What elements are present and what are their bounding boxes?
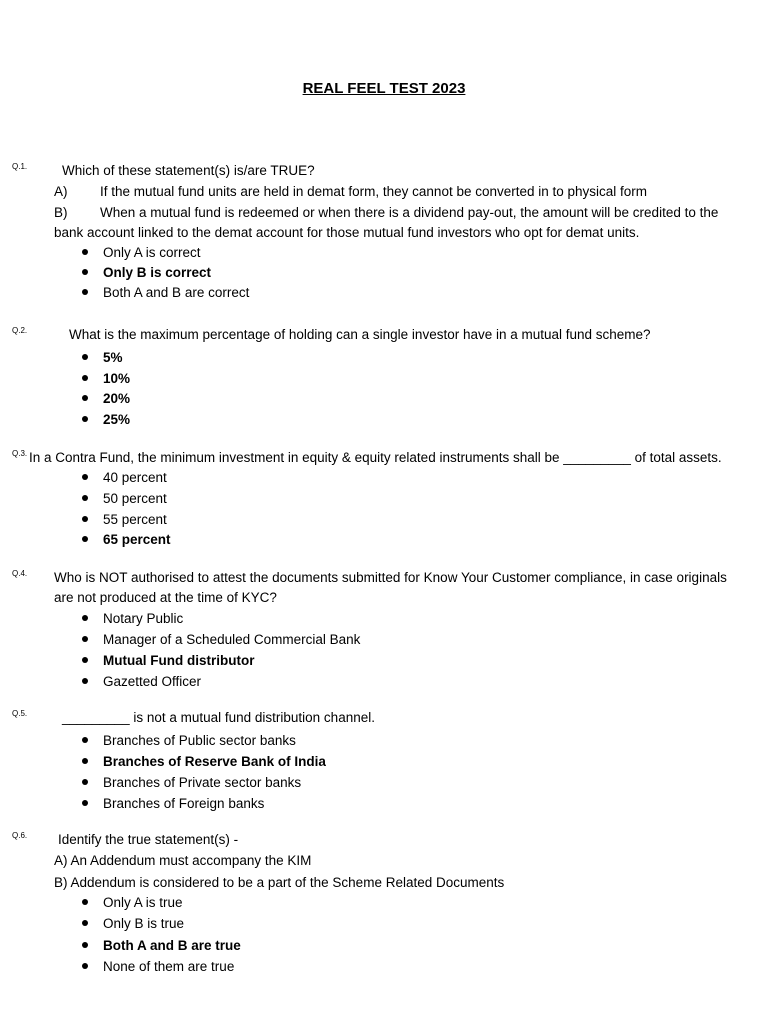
bullet-icon	[82, 516, 88, 522]
statement-b-text: When a mutual fund is redeemed or when there is a dividend pay-out, the amount will be credited to the	[100, 205, 719, 220]
question-number: Q.5.	[12, 709, 28, 718]
option-text: Branches of Public sector banks	[103, 733, 296, 748]
question-text: Which of these statement(s) is/are TRUE?	[62, 163, 315, 178]
bullet-icon	[82, 474, 88, 480]
statement-b-label: B)	[54, 205, 68, 220]
option	[82, 391, 130, 406]
option-text: Mutual Fund distributor	[103, 653, 255, 668]
bullet-icon	[82, 395, 88, 401]
option-text: Only B is true	[103, 916, 185, 931]
option-text: 5%	[103, 350, 123, 365]
question-number: Q.1.	[12, 162, 28, 171]
bullet-icon	[82, 963, 88, 969]
option	[82, 916, 184, 931]
bullet-icon	[82, 678, 88, 684]
question-text: In a Contra Fund, the minimum investment in equity & equity related instruments shall be _________ of total assets.	[29, 450, 722, 465]
option-text: 20%	[103, 391, 131, 406]
option	[82, 350, 123, 365]
option-answer	[82, 532, 171, 547]
bullet-icon	[82, 800, 88, 806]
option-text: Only B is correct	[103, 265, 212, 280]
bullet-icon	[82, 354, 88, 360]
option-text: 50 percent	[103, 491, 167, 506]
option	[82, 632, 360, 647]
option-text: Only A is correct	[103, 245, 201, 260]
option	[82, 470, 167, 485]
option-text: Manager of a Scheduled Commercial Bank	[103, 632, 361, 647]
question-text: What is the maximum percentage of holding can a single investor have in a mutual fund scheme?	[69, 327, 651, 342]
option-text: Branches of Foreign banks	[103, 796, 265, 811]
bullet-icon	[82, 920, 88, 926]
question-number: Q.2.	[12, 326, 28, 335]
statement-a: A) An Addendum must accompany the KIM	[54, 853, 312, 868]
option	[82, 674, 201, 689]
option	[82, 371, 130, 386]
option-answer	[82, 412, 130, 427]
option-text: Branches of Private sector banks	[103, 775, 302, 790]
option-text: 10%	[103, 371, 131, 386]
statement-b-continued: bank account linked to the demat account for those mutual fund investors who opt for demat units.	[54, 225, 640, 240]
option-answer	[82, 653, 254, 668]
option	[82, 959, 234, 974]
page-title: REAL FEEL TEST 2023	[302, 80, 466, 97]
option	[82, 895, 183, 910]
question-number: Q.3.	[12, 449, 28, 458]
option-text: None of them are true	[103, 959, 235, 974]
option-answer	[82, 938, 241, 953]
option-text: 40 percent	[103, 470, 167, 485]
option-text: Notary Public	[103, 611, 184, 626]
question-number: Q.4.	[12, 569, 28, 578]
option-answer	[82, 754, 326, 769]
option	[82, 733, 296, 748]
option-text: Only A is true	[103, 895, 183, 910]
option-text: Gazetted Officer	[103, 674, 202, 689]
bullet-icon	[82, 779, 88, 785]
question-text-continued: are not produced at the time of KYC?	[54, 590, 277, 605]
option-answer	[82, 265, 211, 280]
question-text: _________ is not a mutual fund distribution channel.	[62, 710, 375, 725]
statement-b	[54, 205, 718, 220]
option-text: 65 percent	[103, 532, 171, 547]
statement-a-text: If the mutual fund units are held in demat form, they cannot be converted in to physical form	[100, 184, 648, 199]
bullet-icon	[82, 416, 88, 422]
option	[82, 796, 264, 811]
option	[82, 611, 183, 626]
bullet-icon	[82, 289, 88, 295]
bullet-icon	[82, 942, 88, 948]
option-text: Both A and B are correct	[103, 285, 250, 300]
bullet-icon	[82, 737, 88, 743]
bullet-icon	[82, 758, 88, 764]
question-number: Q.6.	[12, 831, 28, 840]
bullet-icon	[82, 495, 88, 501]
statement-a-label: A)	[54, 184, 68, 199]
bullet-icon	[82, 657, 88, 663]
bullet-icon	[82, 375, 88, 381]
bullet-icon	[82, 615, 88, 621]
bullet-icon	[82, 249, 88, 255]
bullet-icon	[82, 269, 88, 275]
statement-b: B) Addendum is considered to be a part of the Scheme Related Documents	[54, 875, 505, 890]
option	[82, 245, 201, 260]
question-text: Identify the true statement(s) -	[58, 832, 239, 847]
option	[82, 285, 249, 300]
option	[82, 512, 167, 527]
bullet-icon	[82, 636, 88, 642]
statement-a	[54, 184, 647, 199]
option-text: 55 percent	[103, 512, 167, 527]
bullet-icon	[82, 899, 88, 905]
question-text: Who is NOT authorised to attest the documents submitted for Know Your Customer compliance, in case originals	[54, 570, 727, 585]
option-text: Both A and B are true	[103, 938, 241, 953]
option	[82, 775, 301, 790]
option	[82, 491, 167, 506]
option-text: Branches of Reserve Bank of India	[103, 754, 326, 769]
option-text: 25%	[103, 412, 131, 427]
bullet-icon	[82, 536, 88, 542]
